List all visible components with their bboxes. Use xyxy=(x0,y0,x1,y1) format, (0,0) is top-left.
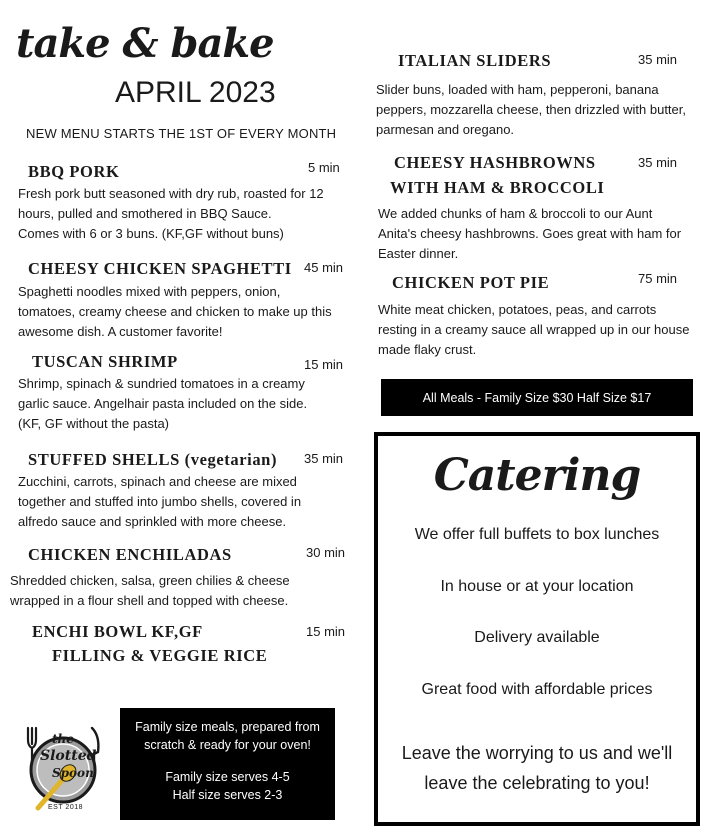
desc-line: peppers, mozzarella cheese, then drizzled with butter, xyxy=(376,102,687,117)
price-bar: All Meals - Family Size $30 Half Size $17 xyxy=(381,379,693,416)
item-desc-bbq-pork xyxy=(18,184,324,244)
family-box-line: Family size serves 4-5 xyxy=(165,770,290,784)
catering-line: Delivery available xyxy=(474,629,600,646)
catering-closing-line1: Leave the worrying to us and we'll xyxy=(401,743,673,763)
item-time-stuffed-shells: 35 min xyxy=(304,451,344,466)
family-box-line: Half size serves 2-3 xyxy=(172,788,283,802)
desc-line: awesome dish. A customer favorite! xyxy=(18,324,223,339)
desc-line: Anita's cheesy hashbrowns. Goes great with ham for xyxy=(378,226,682,241)
item-title-bbq-pork: BBQ PORK xyxy=(28,162,120,181)
desc-line: garlic sauce. Angelhair pasta included on the side. xyxy=(18,396,308,411)
logo-word-spoon: Spoon xyxy=(52,766,94,780)
slotted-spoon-logo xyxy=(18,720,110,824)
desc-line: hours, pulled and smothered in BBQ Sauce. xyxy=(18,206,272,221)
item-desc-italian-sliders xyxy=(376,80,686,140)
item-title-italian-sliders: ITALIAN SLIDERS xyxy=(398,51,552,70)
item-desc-tuscan-shrimp xyxy=(18,374,307,434)
catering-box xyxy=(374,432,700,826)
desc-line: Zucchini, carrots, spinach and cheese are mixed xyxy=(18,474,297,489)
desc-line: White meat chicken, potatoes, peas, and carrots xyxy=(378,302,657,317)
item-title-stuffed-shells: STUFFED SHELLS (vegetarian) xyxy=(28,450,278,469)
brand-title: take & bake xyxy=(16,20,274,67)
desc-line: parmesan and oregano. xyxy=(376,122,515,137)
item-title-tuscan-shrimp: TUSCAN SHRIMP xyxy=(32,352,178,371)
catering-line: We offer full buffets to box lunches xyxy=(414,526,660,543)
item-time-enchi-bowl: 15 min xyxy=(306,624,346,639)
item-time-tuscan-shrimp: 15 min xyxy=(304,357,344,372)
desc-line: alfredo sauce and sprinkled with more cheese. xyxy=(18,514,287,529)
item-time-cheesy-hashbrowns: 35 min xyxy=(638,155,678,170)
item-time-cheesy-chicken-spaghetti: 45 min xyxy=(304,260,344,275)
item-title-enchi-bowl: ENCHI BOWL KF,GF xyxy=(32,622,203,641)
desc-line: Shredded chicken, salsa, green chilies & cheese xyxy=(10,573,290,588)
item-desc-chicken-enchiladas xyxy=(10,571,290,611)
item-time-bbq-pork: 5 min xyxy=(308,160,340,175)
item-time-chicken-pot-pie: 75 min xyxy=(638,271,678,286)
desc-line: Shrimp, spinach & sundried tomatoes in a creamy xyxy=(18,376,305,391)
item-title-cheesy-hashbrowns-line2: WITH HAM & BROCCOLI xyxy=(390,178,605,197)
desc-line: wrapped in a flour shell and topped with cheese. xyxy=(10,593,289,608)
catering-line: Great food with affordable prices xyxy=(421,681,653,698)
family-box-line: scratch & ready for your oven! xyxy=(144,738,311,752)
desc-line: together and stuffed into jumbo shells, covered in xyxy=(18,494,302,509)
desc-line: resting in a creamy sauce all wrapped up in our house xyxy=(378,322,690,337)
desc-line: Comes with 6 or 3 buns. (KF,GF without buns) xyxy=(18,226,284,241)
desc-line: Easter dinner. xyxy=(378,246,459,261)
catering-closing-line2: leave the celebrating to you! xyxy=(424,773,650,793)
item-title-enchi-bowl-line2: FILLING & VEGGIE RICE xyxy=(52,646,268,665)
item-desc-cheesy-chicken-spaghetti xyxy=(18,282,332,342)
menu-month: APRIL 2023 xyxy=(115,76,276,109)
desc-line: (KF, GF without the pasta) xyxy=(18,416,170,431)
desc-line: Slider buns, loaded with ham, pepperoni, banana xyxy=(376,82,659,97)
desc-line: Spaghetti noodles mixed with peppers, onion, xyxy=(18,284,281,299)
family-size-box xyxy=(120,708,335,820)
item-desc-cheesy-hashbrowns xyxy=(378,204,681,264)
item-time-chicken-enchiladas: 30 min xyxy=(306,545,346,560)
item-time-italian-sliders: 35 min xyxy=(638,52,678,67)
item-desc-chicken-pot-pie xyxy=(378,300,689,360)
item-desc-stuffed-shells xyxy=(18,472,301,532)
catering-line: In house or at your location xyxy=(440,578,634,595)
family-box-line: Family size meals, prepared from xyxy=(135,720,320,734)
desc-line: tomatoes, creamy cheese and chicken to make up this xyxy=(18,304,332,319)
logo-est: EST 2018 xyxy=(48,804,84,811)
item-title-chicken-pot-pie: CHICKEN POT PIE xyxy=(392,273,550,292)
item-title-chicken-enchiladas: CHICKEN ENCHILADAS xyxy=(28,545,232,564)
desc-line: Fresh pork butt seasoned with dry rub, roasted for 12 xyxy=(18,186,324,201)
catering-title: Catering xyxy=(433,450,641,501)
desc-line: made flaky crust. xyxy=(378,342,477,357)
desc-line: We added chunks of ham & broccoli to our Aunt xyxy=(378,206,653,221)
logo-word-slotted: Slotted xyxy=(40,748,97,764)
item-title-cheesy-chicken-spaghetti: CHEESY CHICKEN SPAGHETTI xyxy=(28,259,292,278)
menu-tagline: NEW MENU STARTS THE 1ST OF EVERY MONTH xyxy=(26,126,337,141)
item-title-cheesy-hashbrowns: CHEESY HASHBROWNS xyxy=(394,153,596,172)
logo-word-the: the xyxy=(52,732,74,746)
